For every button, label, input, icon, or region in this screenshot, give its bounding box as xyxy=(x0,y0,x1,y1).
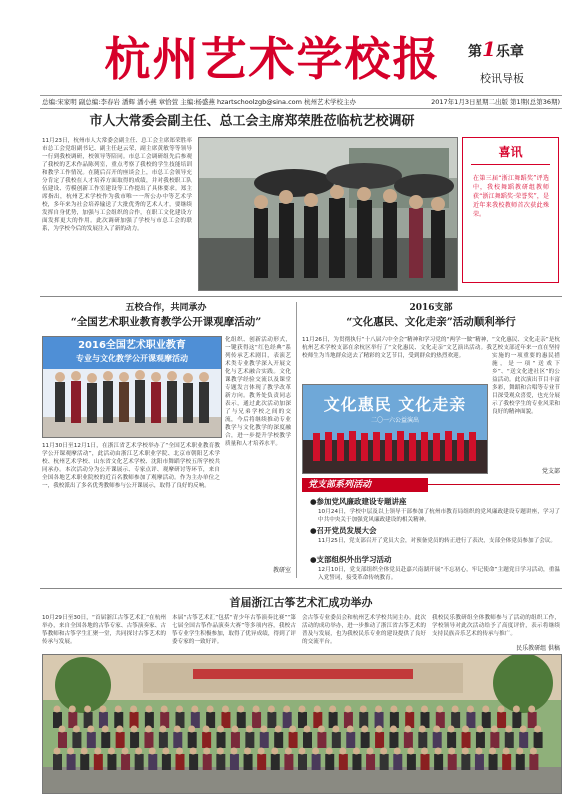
lead-headline: 市人大常委会副主任、总工会主席郑荣胜莅临杭艺校调研 xyxy=(89,114,415,129)
masthead xyxy=(0,0,565,100)
right-body-side: “文化惠民、文化走亲”是杭艺校支部近年来一直在坚持实施的一项重要的惠民措施，是一项“送戏下乡”、“送文化进社区”的公益活动。此次演出节目丰富多彩，舞蹈和合唱等专业节目深受观众喜爱，也充分展示了我校学生的专业风采和良好的精神面貌。 xyxy=(492,337,560,415)
issue-number: 1 xyxy=(482,37,496,61)
left-photo xyxy=(42,336,222,438)
party-series-rule xyxy=(422,484,560,485)
right-body-top: 11月26日，为贯彻执行“十八届六中全会”精神和学习党的“两学一做”精神，杭州艺术学校支部在余杭区举行了“文化惠民、文化走亲”文艺演出活动。我校师生为当地群众送去了精彩的文艺节目，受到群众的热烈欢迎。 xyxy=(302,337,492,359)
party-item-1-title: ●参加党风廉政建设专题讲座 xyxy=(310,497,407,506)
bottom-col-3: 会古筝专业委员会和杭州艺术学校共同主办。此次活动的成功举办，进一步推动了浙江省古筝艺术的普及与发展，也为我校民乐专业的建设提供了良好的交流平台。 xyxy=(302,615,426,645)
issue-label xyxy=(468,37,563,61)
good-news-box xyxy=(462,137,559,283)
bottom-col-4: 我校民乐教研组全体教师参与了活动的组织工作，学校领导对此次活动给予了高度评价，表示将继续支持民族音乐艺术的传承与推广。 xyxy=(432,615,560,637)
party-item-3-title: ●支部组织外出学习活动 xyxy=(310,555,392,564)
left-signature: 教研室 xyxy=(272,567,291,574)
publication-date: 2017年1月3日星期二出版 第1期(总第36期) xyxy=(431,98,560,106)
issue-prefix: 第 xyxy=(468,44,482,60)
bottom-col-1: 10月29日至30日，“首届浙江古筝艺术汇”在杭州举办，来自全国各地的古筝专家、古筝演奏家、古筝教师和古筝学生汇聚一堂，共同探讨古筝艺术的传承与发展。 xyxy=(42,615,166,645)
party-item-2-title: ●召开党员发展大会 xyxy=(310,526,377,535)
divider-line-2 xyxy=(40,588,562,589)
group-photo-crowd xyxy=(43,655,561,793)
left-body-2: 化组织、创新活动形式，一键获得这“红色经典”系列传承艺术剧目，表演艺术类专业教学深入开展文化与艺术融合实践。文化课教学经验交流以及课堂专题发言体现了教学改革新方向。教务处负责同志表示，通过此次活动加深了与兄弟学校之间的交流，今后将继续推动专业教学与文化教学的深度融合，进一步提升学校教学质量和人才培养水平。 xyxy=(225,337,291,447)
party-series-bar: 党支部系列活动 xyxy=(302,478,428,492)
issue-suffix: 乐章 xyxy=(495,44,524,60)
stage-banner: 文化惠民 文化走亲 xyxy=(323,395,467,414)
banner-line-1: 2016全国艺术职业教育 xyxy=(78,340,186,351)
good-news-text: 在第三届“浙江舞蹈奖”评选中，我校舞蹈教研组教师获“浙江舞蹈奖·荣誉奖”，是近年来我校教师首次获此殊荣。 xyxy=(473,175,549,218)
right-signature: 党支部 xyxy=(541,468,560,475)
bottom-col-2: 本届“古筝艺术汇”包括“青少年古筝演奏比赛”“第七届全国古筝作品演奏大赛”等多项内容，我校古筝专业学生积极参加，取得了优异成绩，得到了评委专家的一致好评。 xyxy=(172,615,296,645)
banner-line-2: 专业与文化教学公开课观摩活动 xyxy=(76,354,188,363)
crowd-figures xyxy=(43,655,561,793)
left-kicker: 五校合作，共同承办 xyxy=(125,303,207,313)
party-item-2-text: 11月25日，党支部召开了党员大会，对预备党员的转正进行了表决，支部全体党员参加了会议。 xyxy=(318,538,556,544)
stage-photo xyxy=(302,384,488,474)
right-headline: “文化惠民、文化走亲”活动顺利举行 xyxy=(346,316,516,328)
right-kicker: 2016支部 xyxy=(409,303,453,313)
section-name: 校讯导板 xyxy=(480,72,524,85)
party-item-3-text: 12月10日，党支部组织全体党员赴嘉兴南湖开展“不忘初心，牢记使命”主题党日学习活动，重温入党誓词，接受革命传统教育。 xyxy=(318,567,560,581)
lead-photo xyxy=(198,137,458,291)
good-news-divider xyxy=(471,164,550,165)
newspaper-title: 杭州艺术学校报 xyxy=(104,32,441,86)
good-news-title: 喜讯 xyxy=(498,145,523,159)
editorial-staff: 总编:宋家明 副总编:李春岩 潘辉 潘小燕 章恰萱 主编:杨盛燕 hzartschoolzgb@sina.com 杭州艺术学校主办 xyxy=(42,98,357,106)
group-photo xyxy=(42,654,562,794)
stage-subtitle: 二〇一六公益演出 xyxy=(370,417,419,424)
party-item-1-text: 10月24日，学校中层及以上领导干部参加了杭州市教育局组织的党风廉政建设专题讲座，学习了中共中央关于加强党风廉政建设的相关精神。 xyxy=(318,509,560,523)
divider-line xyxy=(40,296,562,297)
left-headline: “全国艺术职业教育教学公开课观摩活动” xyxy=(70,316,262,328)
bottom-headline: 首届浙江古筝艺术汇成功举办 xyxy=(229,596,373,609)
bottom-signature: 民乐教研组 供稿 xyxy=(516,645,560,652)
lead-body: 11月23日，杭州市人大常委会副主任、总工会主席郑荣胜率市总工会党组副书记、副主任赵云荣，副主席黄敏等等领导一行到我校调研，校领导等陪同。市总工会调研组先后参观了我校的艺术作品陈列室，重点考察了我校的学生技能培训和教学工作情况。在随后召开的座谈会上，市总工会领导充分肯定了我校在人才培养方面取得的成绩，并对我校职工队伍建设、劳模创新工作室建设等工作提出了具体要求。郑主席指出，杭州艺术学校作为我市唯一一所公办中等艺术学校，多年来为社会培养输送了大批优秀的艺术人才，要继续发挥自身优势，加强与工会组织的合作，在职工文化建设方面发挥更大的作用。此次调研加强了学校与市总工会的联系，为学校今后的发展注入了新的动力。 xyxy=(42,138,192,232)
lead-photo-image xyxy=(199,138,457,290)
left-photo-image xyxy=(43,337,221,437)
column-divider xyxy=(296,302,297,578)
left-body-1: 11月30日至12月1日，在浙江省艺术学校举办了“全国艺术职业教育教学公开课观摩活动”，此活动由浙江艺术职业学院、北京市朝阳艺术学校、杭州艺术学校、山东省文化艺术学校、沈阳市舞蹈学校五所学校共同承办。本次活动分为公开课展示、专家点评、观摩研讨等环节，来自全国各地艺术职业院校的近百名教师参加了观摩活动。作为主办单位之一，我校派出了多名优秀教师参与公开课展示，取得了良好的反响。 xyxy=(42,443,220,489)
meta-bar xyxy=(40,95,562,109)
